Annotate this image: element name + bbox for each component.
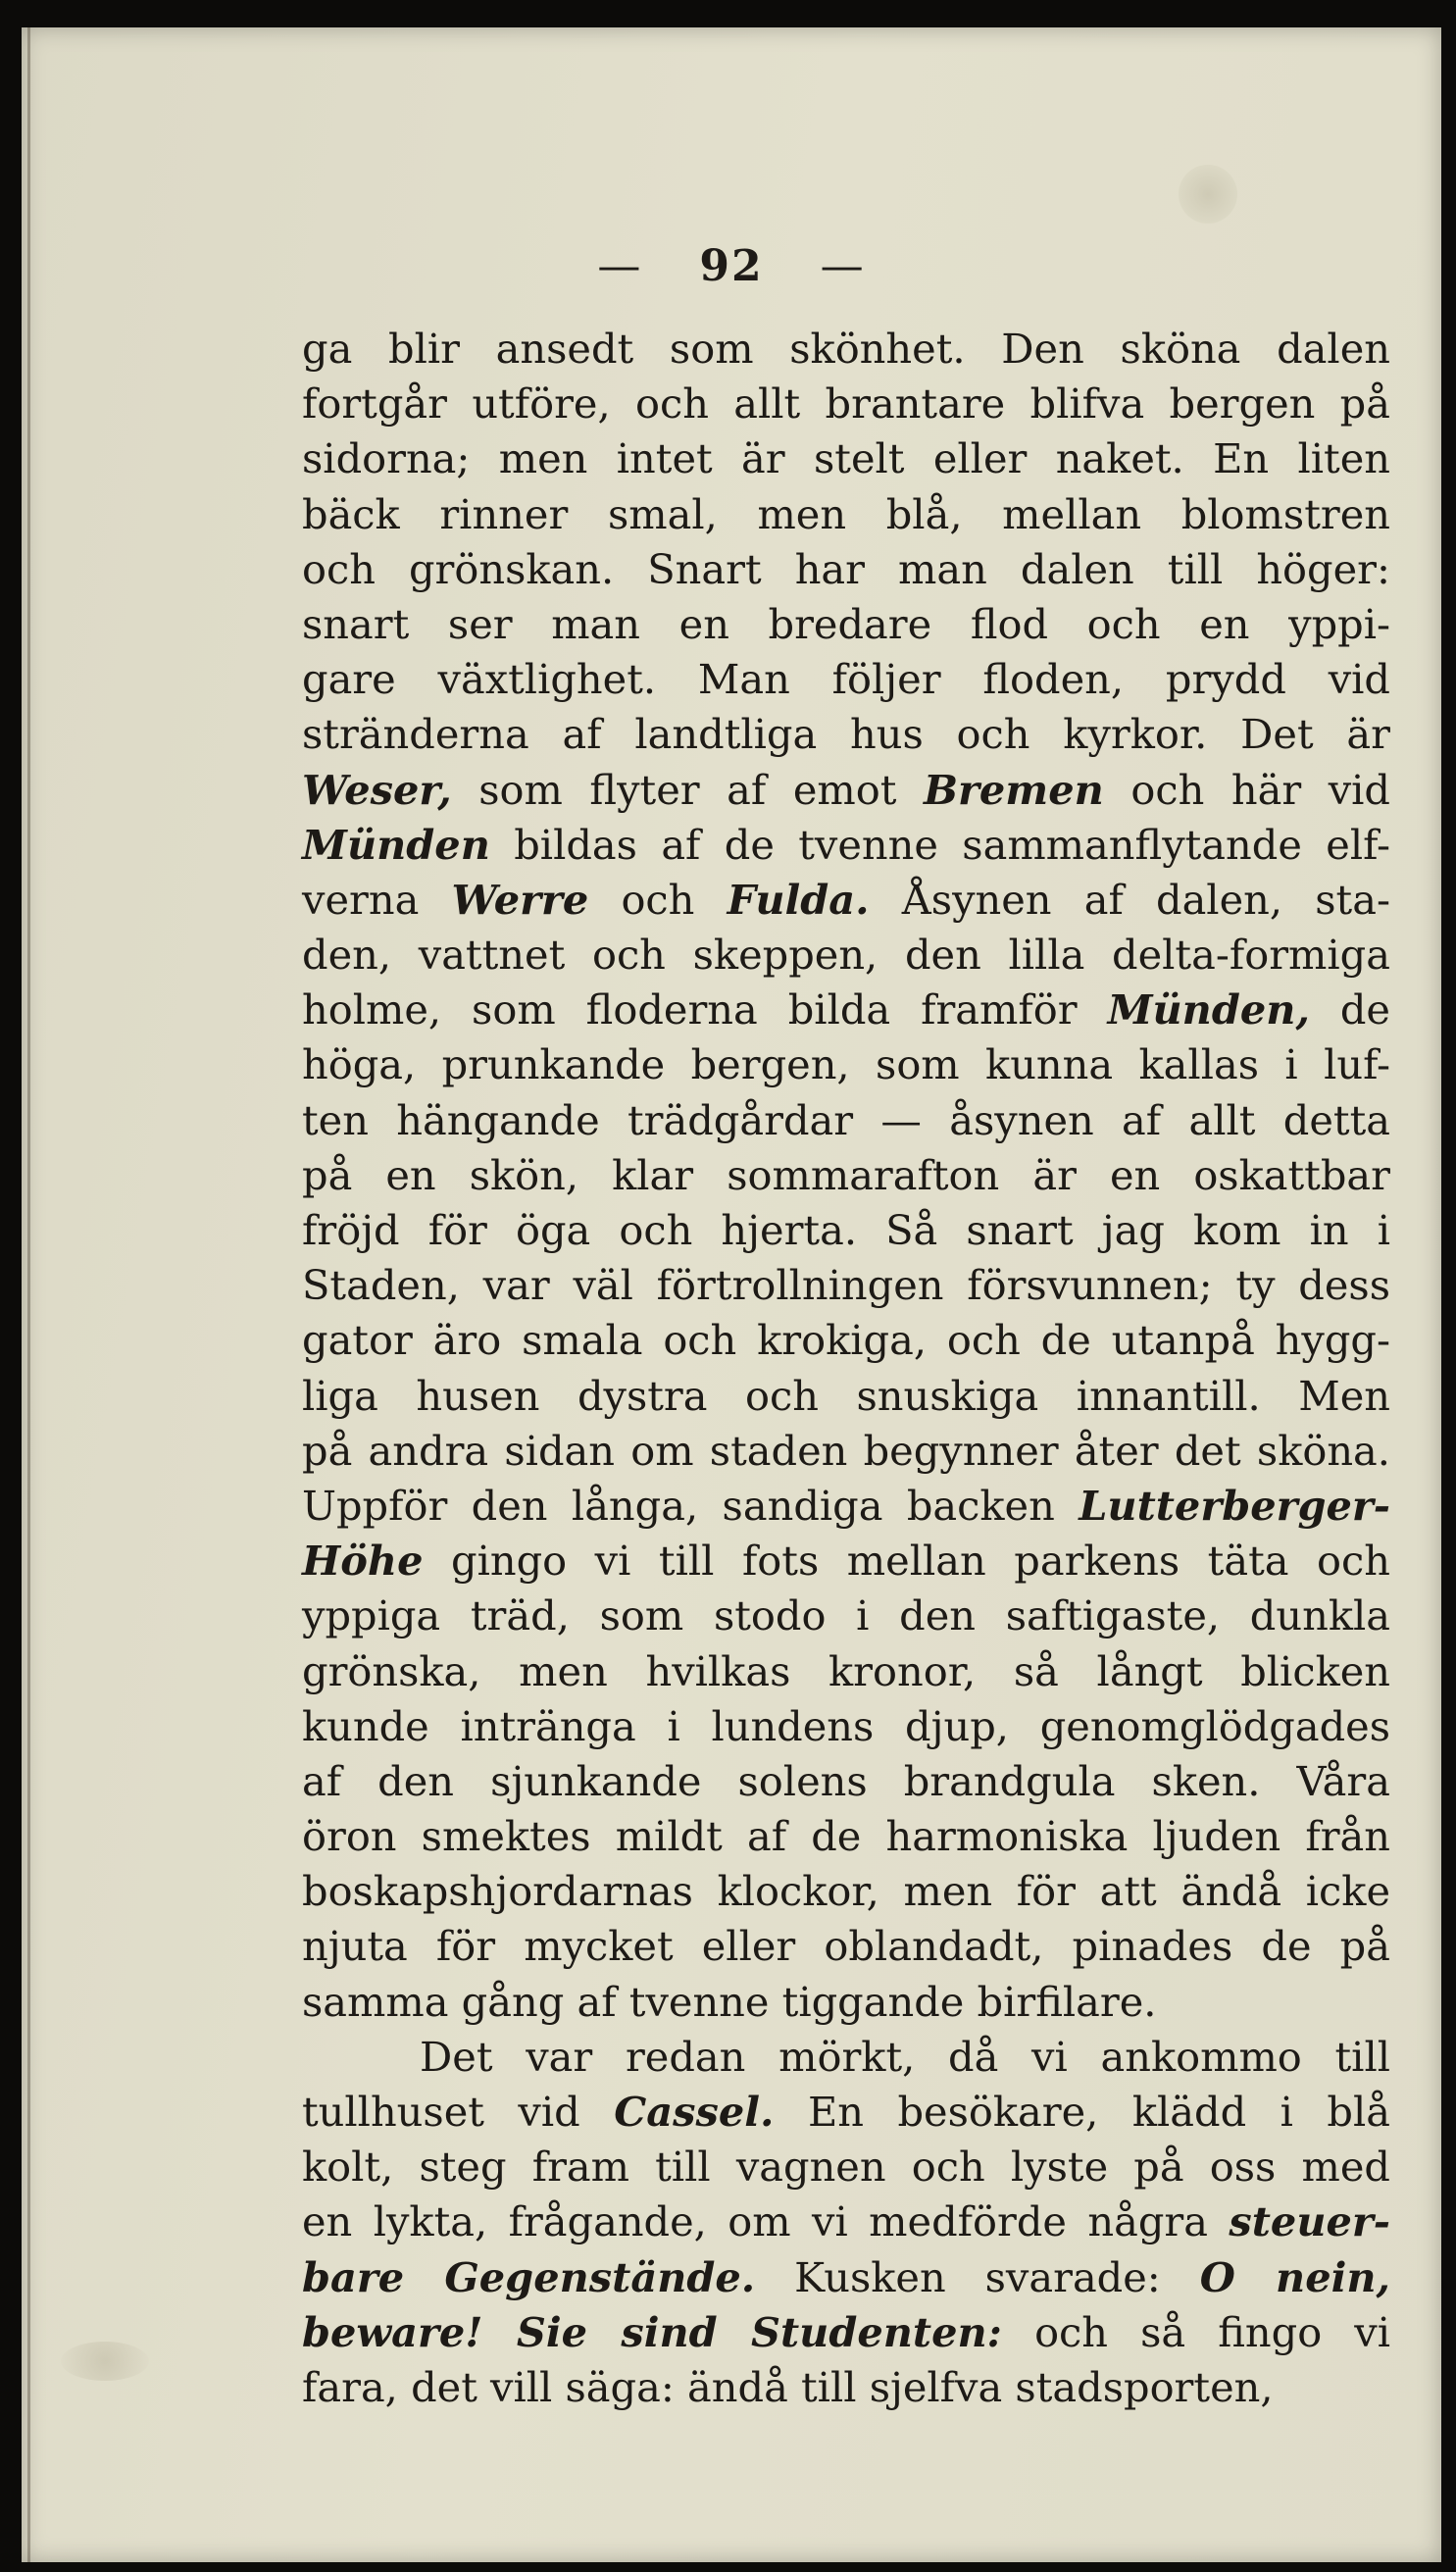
text-line	[302, 1534, 1390, 1589]
italic-text: Weser,	[302, 765, 452, 814]
text-segment: holme, som floderna bilda framför	[302, 985, 1108, 1034]
text-line	[302, 322, 1390, 377]
text-segment: Uppför den långa, sandiga backen	[302, 1481, 1079, 1530]
text-line	[302, 2194, 1390, 2249]
paper-stain	[61, 2342, 149, 2381]
text-line	[302, 1589, 1390, 1643]
text-line	[302, 377, 1390, 431]
page-header	[22, 241, 1441, 291]
text-line	[302, 928, 1390, 983]
text-segment: och här vid	[1103, 765, 1390, 814]
text-segment: grönska, men hvilkas kronor, så långt blicken	[302, 1646, 1390, 1695]
text-segment: Åsynen af dalen, sta-	[869, 875, 1390, 924]
text-line	[302, 1699, 1390, 1754]
text-line	[302, 1369, 1390, 1424]
text-segment: samma gång af tvenne tiggande birfilare.	[302, 1977, 1157, 2026]
text-line	[302, 2030, 1390, 2085]
text-line	[302, 818, 1390, 873]
text-segment: snart ser man en bredare flod och en yppi-	[302, 599, 1390, 648]
text-segment: ga blir ansedt som skönhet. Den sköna dalen	[302, 325, 1390, 373]
text-line	[302, 1203, 1390, 1258]
text-segment: och grönskan. Snart har man dalen till höger:	[302, 544, 1390, 593]
text-segment: och så fingo vi	[1001, 2307, 1391, 2356]
italic-text: Cassel.	[614, 2088, 775, 2136]
text-segment: njuta för mycket eller oblandadt, pinades de på	[302, 1922, 1390, 1971]
italic-text: Höhe	[302, 1537, 424, 1586]
italic-text: Münden	[302, 820, 490, 869]
text-line	[302, 1037, 1390, 1092]
text-segment: fortgår utföre, och allt brantare blifva bergen på	[302, 379, 1390, 429]
text-segment: En besökare, klädd i blå	[774, 2088, 1391, 2136]
text-line	[302, 431, 1390, 486]
text-segment: på en skön, klar sommarafton är en oskattbar	[302, 1150, 1390, 1199]
text-line	[302, 1479, 1390, 1534]
book-page	[22, 27, 1441, 2562]
text-line	[302, 1644, 1390, 1699]
text-segment: bäck rinner smal, men blå, mellan blomstren	[302, 489, 1390, 538]
text-line	[302, 2250, 1390, 2305]
text-segment: öron smektes mildt af de harmoniska ljuden från	[302, 1812, 1390, 1861]
text-line	[302, 1093, 1390, 1148]
text-segment: fröjd för öga och hjerta. Så snart jag kom in i	[302, 1206, 1390, 1254]
text-segment: af den sjunkande solens brandgula sken. Våra	[302, 1756, 1390, 1805]
text-segment: verna	[302, 875, 452, 924]
text-segment: liga husen dystra och snuskiga innantill. Men	[302, 1371, 1390, 1420]
text-line	[302, 652, 1390, 707]
text-line	[302, 707, 1390, 762]
text-segment: kolt, steg fram till vagnen och lyste på oss med	[302, 2143, 1390, 2192]
text-segment: sidorna; men intet är stelt eller naket. En liten	[302, 434, 1390, 483]
text-segment: bildas af de tvenne sammanflytande elf-	[489, 820, 1390, 869]
italic-text: beware! Sie sind Studenten:	[302, 2307, 1002, 2356]
text-segment: gingo vi till fots mellan parkens täta och	[423, 1537, 1390, 1586]
text-line	[302, 763, 1390, 818]
text-segment: som flyter af emot	[451, 765, 924, 814]
text-line	[302, 1148, 1390, 1203]
text-segment: Staden, var väl förtrollningen försvunnen; ty dess	[302, 1261, 1390, 1310]
text-segment: på andra sidan om staden begynner åter det sköna.	[302, 1426, 1390, 1475]
text-segment: stränderna af landtliga hus och kyrkor. Det är	[302, 710, 1390, 759]
text-line	[302, 487, 1390, 542]
text-line	[302, 873, 1390, 928]
text-line	[302, 1313, 1390, 1368]
text-segment: fara, det vill säga: ändå till sjelfva stadsporten,	[302, 2362, 1274, 2411]
text-segment: boskapshjordarnas klockor, men för att ändå icke	[302, 1867, 1390, 1916]
text-segment: och	[588, 875, 728, 924]
italic-text: O nein,	[1199, 2252, 1390, 2301]
italic-text: bare Gegenstände.	[302, 2252, 756, 2301]
text-line	[302, 1754, 1390, 1809]
paper-stain	[1179, 165, 1237, 224]
text-line	[302, 1424, 1390, 1479]
text-segment: kunde inträngа i lundens djup, genomglödgades	[302, 1701, 1390, 1750]
text-line	[302, 2140, 1390, 2194]
text-segment: gare växtlighet. Man följer floden, prydd vid	[302, 655, 1390, 704]
italic-text: Bremen	[923, 765, 1104, 814]
text-line	[302, 1864, 1390, 1919]
text-line	[302, 2305, 1390, 2360]
text-segment: de	[1309, 985, 1390, 1034]
text-line	[302, 1258, 1390, 1313]
text-segment: ten hängande trädgårdar — åsynen af allt detta	[302, 1095, 1390, 1144]
text-line	[302, 542, 1390, 597]
italic-text: Münden,	[1107, 985, 1310, 1034]
text-segment: den, vattnet och skeppen, den lilla delta-formiga	[302, 931, 1390, 980]
text-segment: en lykta, frågande, om vi medförde några	[302, 2197, 1230, 2246]
text-line	[302, 1919, 1390, 1974]
text-line	[302, 1975, 1390, 2030]
text-line	[302, 597, 1390, 652]
text-segment: tullhuset vid	[302, 2088, 615, 2136]
italic-text: Lutterberger-	[1079, 1481, 1390, 1530]
text-segment: yppiga träd, som stodo i den saftigaste, dunkla	[302, 1591, 1390, 1640]
italic-text: Fulda.	[727, 875, 870, 924]
text-segment: höga, prunkande bergen, som kunna kallas i luf-	[302, 1040, 1390, 1089]
italic-text: steuer-	[1229, 2197, 1390, 2246]
header-dash-right: —	[820, 241, 866, 291]
text-line	[302, 2085, 1390, 2140]
text-line	[302, 983, 1390, 1037]
italic-text: Werre	[451, 875, 589, 924]
text-line	[302, 1809, 1390, 1864]
header-dash-left: —	[597, 241, 643, 291]
text-segment: Det var redan mörkt, då vi ankommo till	[420, 2032, 1390, 2081]
text-segment: gator äro smala och krokiga, och de utanpå hygg-	[302, 1316, 1390, 1365]
text-line	[302, 2360, 1390, 2415]
body-text	[302, 322, 1390, 2415]
text-segment: Kusken svarade:	[755, 2252, 1200, 2301]
page-number: 92	[699, 241, 764, 291]
